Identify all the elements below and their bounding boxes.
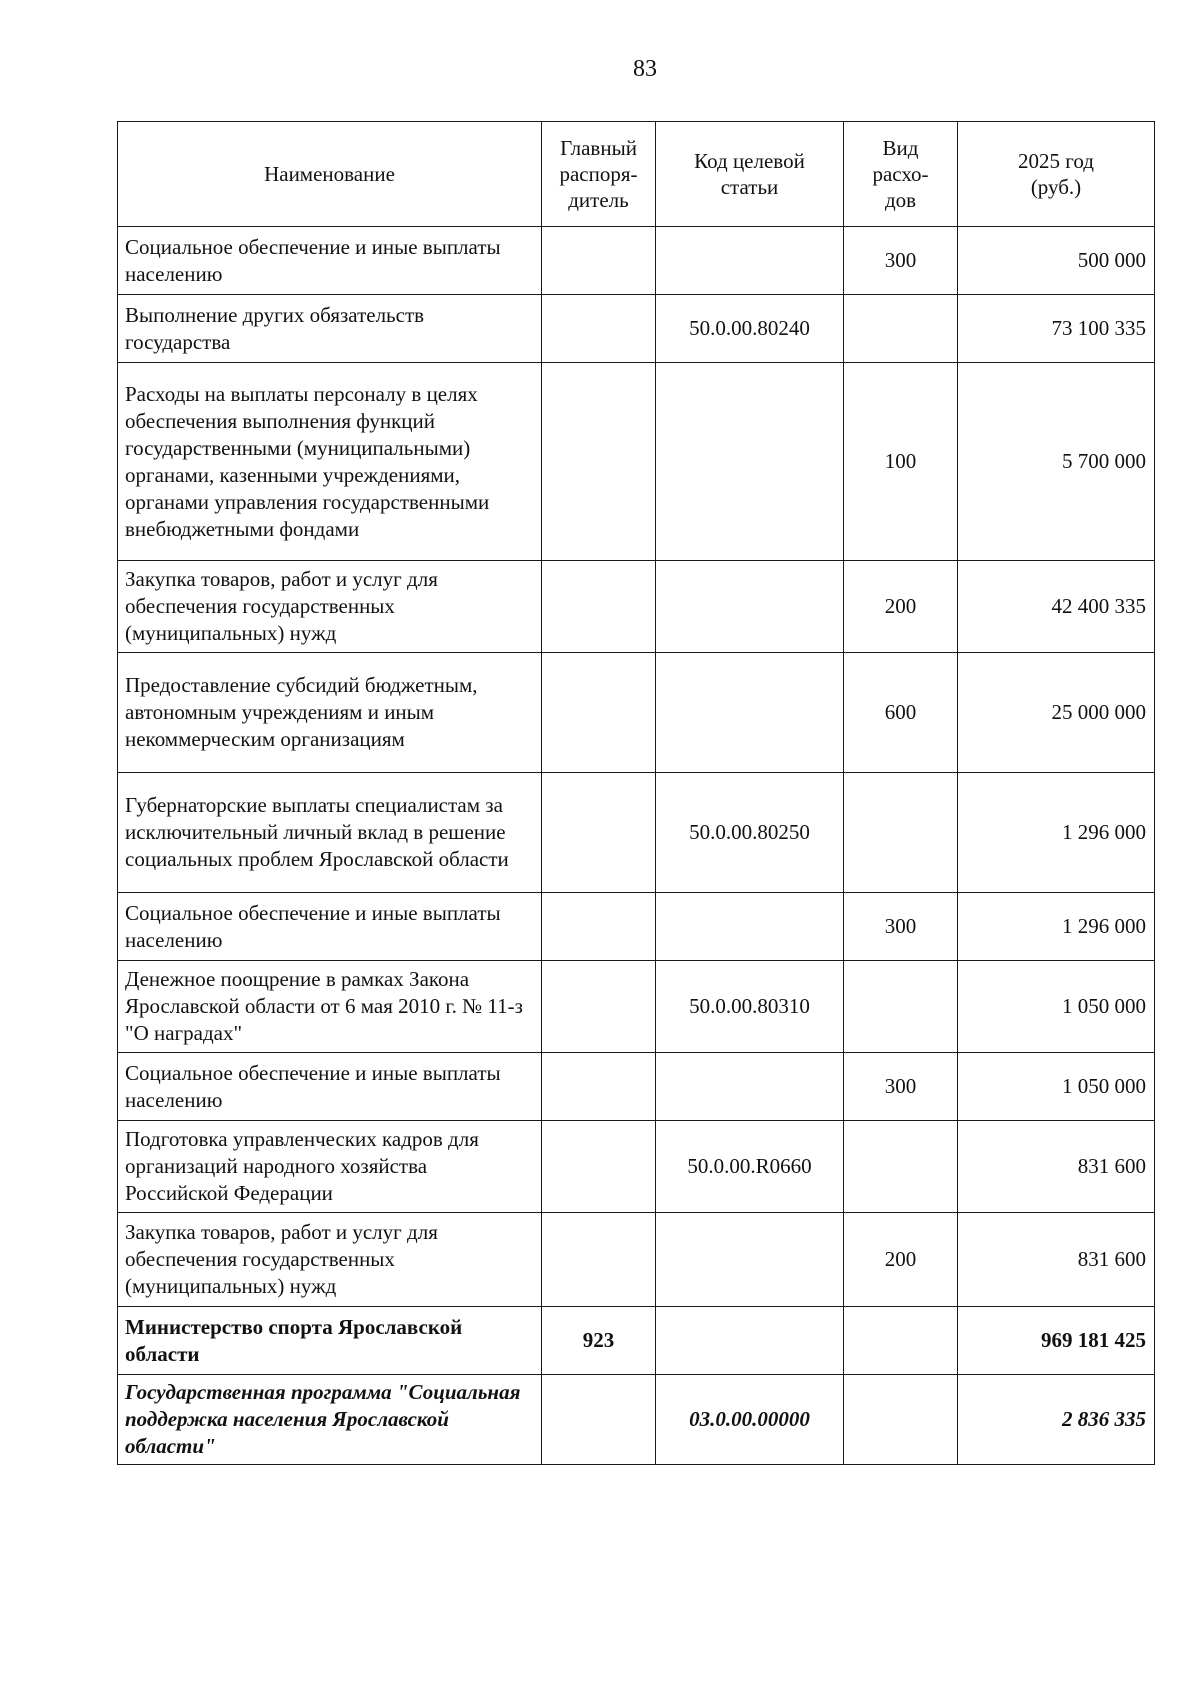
cell-name: Губернаторские выплаты специалистам за исключительный личный вклад в решение социальных проблем Ярославской области [118,773,542,893]
cell-vid-raskhodov: 200 [844,561,958,653]
cell-glavny-rasporyaditel [542,961,656,1053]
cell-2025-sum: 969 181 425 [958,1307,1155,1375]
cell-2025-sum: 1 296 000 [958,893,1155,961]
cell-kod-tselevoy-stati [656,1213,844,1307]
cell-name: Социальное обеспечение и иные выплаты населению [118,227,542,295]
cell-glavny-rasporyaditel [542,227,656,295]
cell-kod-tselevoy-stati: 50.0.00.80240 [656,295,844,363]
header-glavny-line: дитель [568,188,629,212]
cell-glavny-rasporyaditel [542,653,656,773]
cell-vid-raskhodov [844,1307,958,1375]
cell-name: Расходы на выплаты персоналу в целях обеспечения выполнения функций государственными (муниципальными) органами, казенными учреждениями, органами управления государственными внебюджетными фондами [118,363,542,561]
table-header-row [118,122,1155,227]
table-row [118,1121,1155,1213]
cell-vid-raskhodov: 300 [844,1053,958,1121]
header-vid-raskhodov [844,122,958,227]
cell-name: Подготовка управленческих кадров для организаций народного хозяйства Российской Федерации [118,1121,542,1213]
cell-kod-tselevoy-stati: 50.0.00.R0660 [656,1121,844,1213]
cell-2025-sum: 1 050 000 [958,1053,1155,1121]
cell-kod-tselevoy-stati [656,561,844,653]
header-sum-line: (руб.) [1030,175,1082,199]
cell-kod-tselevoy-stati [656,1307,844,1375]
header-2025-sum [958,122,1155,227]
header-kod-line: статьи [720,175,779,199]
header-kod-line: Код целевой [694,149,805,173]
cell-vid-raskhodov [844,1121,958,1213]
cell-vid-raskhodov: 100 [844,363,958,561]
table-row [118,1375,1155,1465]
cell-2025-sum: 831 600 [958,1121,1155,1213]
cell-vid-raskhodov: 300 [844,227,958,295]
cell-glavny-rasporyaditel [542,893,656,961]
header-name [118,122,542,227]
cell-name: Министерство спорта Ярославской области [118,1307,542,1375]
cell-glavny-rasporyaditel [542,295,656,363]
cell-glavny-rasporyaditel [542,1375,656,1465]
cell-vid-raskhodov [844,1375,958,1465]
cell-name: Государственная программа "Социальная поддержка населения Ярославской области" [118,1375,542,1465]
cell-glavny-rasporyaditel [542,363,656,561]
header-kod-tselevoy-stati [656,122,844,227]
budget-table [117,121,1155,1465]
header-glavny-rasporyaditel [542,122,656,227]
cell-name: Социальное обеспечение и иные выплаты населению [118,893,542,961]
cell-kod-tselevoy-stati: 50.0.00.80310 [656,961,844,1053]
cell-kod-tselevoy-stati [656,653,844,773]
cell-glavny-rasporyaditel [542,1121,656,1213]
cell-2025-sum: 2 836 335 [958,1375,1155,1465]
table-row [118,653,1155,773]
cell-glavny-rasporyaditel [542,1053,656,1121]
cell-glavny-rasporyaditel [542,1213,656,1307]
cell-2025-sum: 500 000 [958,227,1155,295]
cell-glavny-rasporyaditel: 923 [542,1307,656,1375]
cell-name: Предоставление субсидий бюджетным, автономным учреждениям и иным некоммерческим организациям [118,653,542,773]
cell-name: Закупка товаров, работ и услуг для обеспечения государственных (муниципальных) нужд [118,1213,542,1307]
cell-2025-sum: 5 700 000 [958,363,1155,561]
table-body [118,227,1155,1465]
cell-2025-sum: 831 600 [958,1213,1155,1307]
cell-vid-raskhodov [844,295,958,363]
header-sum-line: 2025 год [1018,149,1094,173]
table-row [118,363,1155,561]
header-vid-line: дов [884,188,917,212]
cell-vid-raskhodov [844,961,958,1053]
header-glavny-line: распоря- [559,162,638,186]
cell-glavny-rasporyaditel [542,773,656,893]
page-number: 83 [633,56,657,82]
cell-2025-sum: 25 000 000 [958,653,1155,773]
header-name-line: Наименование [264,162,395,186]
cell-kod-tselevoy-stati [656,363,844,561]
cell-2025-sum: 42 400 335 [958,561,1155,653]
table-row [118,1307,1155,1375]
cell-vid-raskhodov: 300 [844,893,958,961]
cell-name: Выполнение других обязательств государства [118,295,542,363]
cell-name: Социальное обеспечение и иные выплаты населению [118,1053,542,1121]
cell-name: Денежное поощрение в рамках Закона Ярославской области от 6 мая 2010 г. № 11-з "О наградах" [118,961,542,1053]
cell-glavny-rasporyaditel [542,561,656,653]
header-vid-line: Вид [882,136,919,160]
table-row [118,1213,1155,1307]
cell-vid-raskhodov: 600 [844,653,958,773]
cell-name: Закупка товаров, работ и услуг для обеспечения государственных (муниципальных) нужд [118,561,542,653]
cell-kod-tselevoy-stati [656,227,844,295]
cell-2025-sum: 73 100 335 [958,295,1155,363]
cell-2025-sum: 1 296 000 [958,773,1155,893]
header-glavny-line: Главный [560,136,637,160]
table-row [118,1053,1155,1121]
cell-kod-tselevoy-stati: 50.0.00.80250 [656,773,844,893]
header-vid-line: расхо- [872,162,929,186]
cell-vid-raskhodov [844,773,958,893]
table-row [118,295,1155,363]
cell-kod-tselevoy-stati [656,893,844,961]
cell-kod-tselevoy-stati [656,1053,844,1121]
table-row [118,561,1155,653]
table-row [118,961,1155,1053]
table-row [118,773,1155,893]
cell-vid-raskhodov: 200 [844,1213,958,1307]
cell-2025-sum: 1 050 000 [958,961,1155,1053]
table-row [118,893,1155,961]
cell-kod-tselevoy-stati: 03.0.00.00000 [656,1375,844,1465]
table-row [118,227,1155,295]
